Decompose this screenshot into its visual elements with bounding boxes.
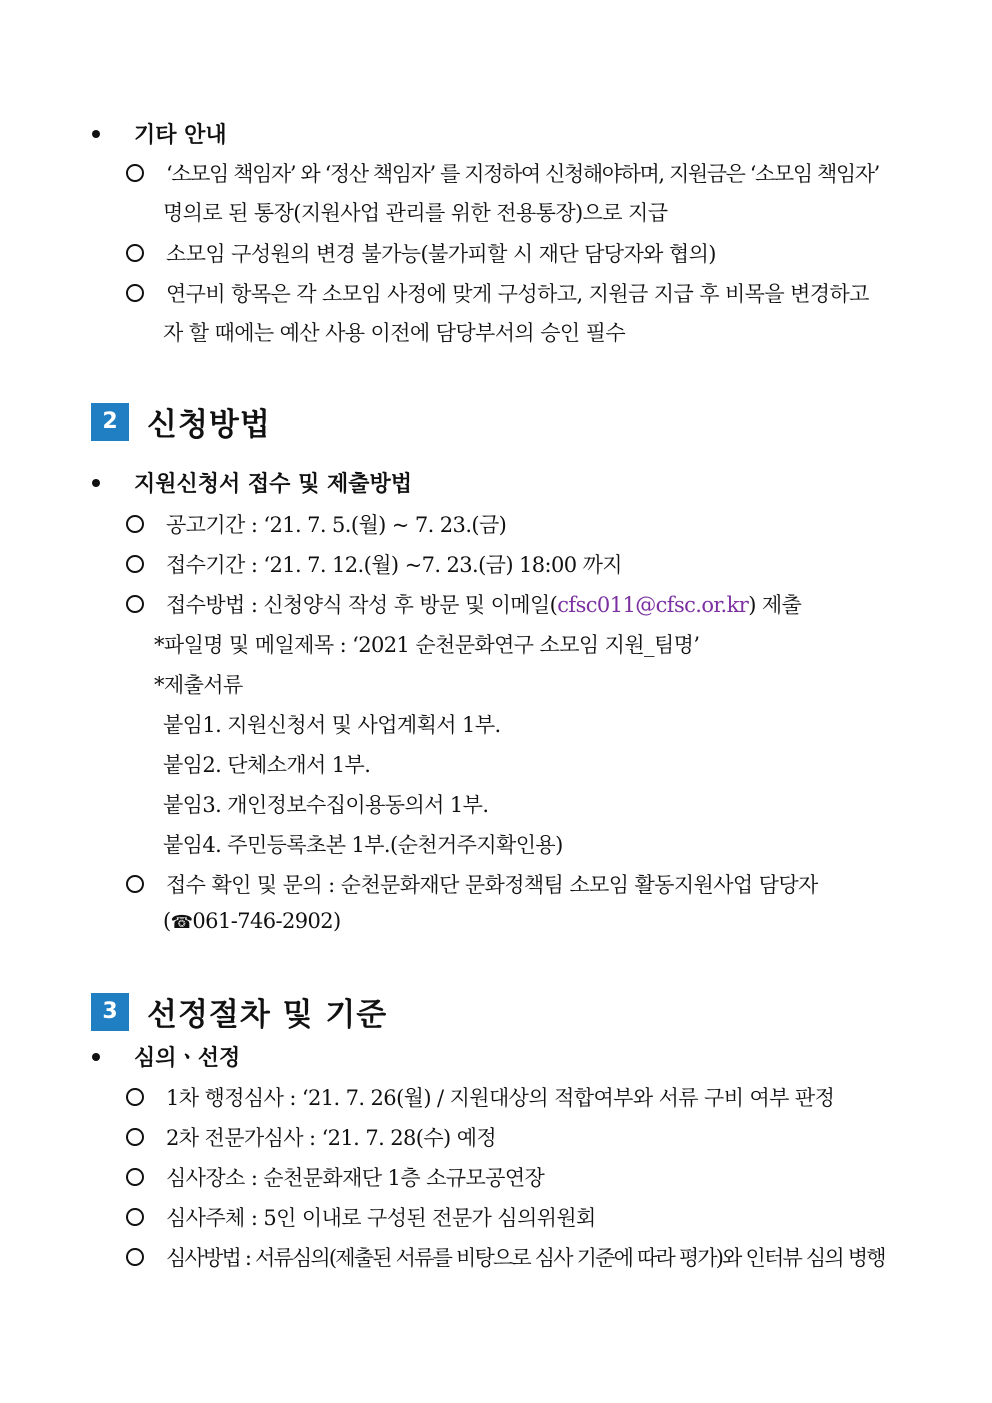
bullet-dot-icon	[92, 130, 100, 138]
section-number-badge: 3	[91, 993, 129, 1031]
section-heading-2	[91, 399, 271, 444]
email-link[interactable]: cfsc011@cfsc.or.kr	[557, 593, 749, 617]
circle-bullet-icon	[126, 164, 144, 182]
circle-bullet-icon	[126, 875, 144, 893]
section-heading-3	[91, 989, 387, 1034]
list-item-receive-period: 접수기간 : ‘21. 7. 12.(월) ~7. 23.(금) 18:00 까지	[126, 549, 622, 579]
section-number-badge: 2	[91, 403, 129, 441]
list-item: 2차 전문가심사 : ‘21. 7. 28(수) 예정	[126, 1122, 496, 1152]
circle-bullet-icon	[126, 284, 144, 302]
circle-bullet-icon	[126, 515, 144, 533]
bullet-label: 기타 안내	[134, 123, 227, 148]
bullet-label: 지원신청서 접수 및 제출방법	[134, 472, 413, 497]
list-item-announce-period: 공고기간 : ‘21. 7. 5.(월) ~ 7. 23.(금)	[126, 509, 506, 539]
circle-bullet-icon	[126, 555, 144, 573]
bullet-other-info	[90, 118, 227, 149]
note-documents: *제출서류	[154, 673, 243, 697]
circle-bullet-icon	[126, 1088, 144, 1106]
list-item: ‘소모임 책임자’ 와 ‘정산 책임자’ 를 지정하여 신청해야하며, 지원금은 ‘소모임 책임자’	[126, 158, 879, 188]
bullet-review	[90, 1041, 240, 1072]
list-item-contact: 접수 확인 및 문의 : 순천문화재단 문화정책팀 소모임 활동지원사업 담당자	[126, 869, 818, 899]
list-item: 연구비 항목은 각 소모임 사정에 맞게 구성하고, 지원금 지급 후 비목을 변경하고	[126, 278, 869, 308]
circle-bullet-icon	[126, 1248, 144, 1266]
list-item: 심사장소 : 순천문화재단 1층 소규모공연장	[126, 1162, 544, 1192]
circle-bullet-icon	[126, 1128, 144, 1146]
attachment-item: 붙임2. 단체소개서 1부.	[163, 753, 371, 777]
bullet-label: 심의ㆍ선정	[134, 1046, 241, 1071]
circle-bullet-icon	[126, 244, 144, 262]
list-item: 심사주체 : 5인 이내로 구성된 전문가 심의위원회	[126, 1202, 596, 1232]
list-item: 1차 행정심사 : ‘21. 7. 26(월) / 지원대상의 적합여부와 서류 구비 여부 판정	[126, 1082, 834, 1112]
bullet-dot-icon	[92, 1053, 100, 1061]
list-item-receive-method: 접수방법 : 신청양식 작성 후 방문 및 이메일( cfsc011@cfsc.or.kr ) 제출	[126, 589, 801, 619]
circle-bullet-icon	[126, 1208, 144, 1226]
phone-icon: ☎	[170, 912, 193, 933]
note-filename: *파일명 및 메일제목 : ‘2021 순천문화연구 소모임 지원_팀명’	[154, 633, 700, 657]
circle-bullet-icon	[126, 595, 144, 613]
circle-bullet-icon	[126, 1168, 144, 1186]
bullet-submission	[90, 467, 412, 498]
list-item-continuation: 명의로 된 통장(지원사업 관리를 위한 전용통장)으로 지급	[163, 201, 668, 225]
attachment-item: 붙임4. 주민등록초본 1부.(순천거주지확인용)	[163, 833, 563, 857]
section-title: 신청방법	[147, 407, 271, 443]
contact-phone: (☎061-746-2902)	[163, 909, 341, 933]
list-item: 소모임 구성원의 변경 불가능(불가피할 시 재단 담당자와 협의)	[126, 238, 716, 268]
attachment-item: 붙임3. 개인정보수집이용동의서 1부.	[163, 793, 489, 817]
section-title: 선정절차 및 기준	[147, 997, 388, 1033]
bullet-dot-icon	[92, 479, 100, 487]
attachment-item: 붙임1. 지원신청서 및 사업계획서 1부.	[163, 713, 501, 737]
list-item-continuation: 자 할 때에는 예산 사용 이전에 담당부서의 승인 필수	[163, 321, 626, 345]
list-item: 심사방법 : 서류심의(제출된 서류를 비탕으로 심사 기준에 따라 평가)와 인터뷰 심의 병행	[126, 1242, 885, 1272]
